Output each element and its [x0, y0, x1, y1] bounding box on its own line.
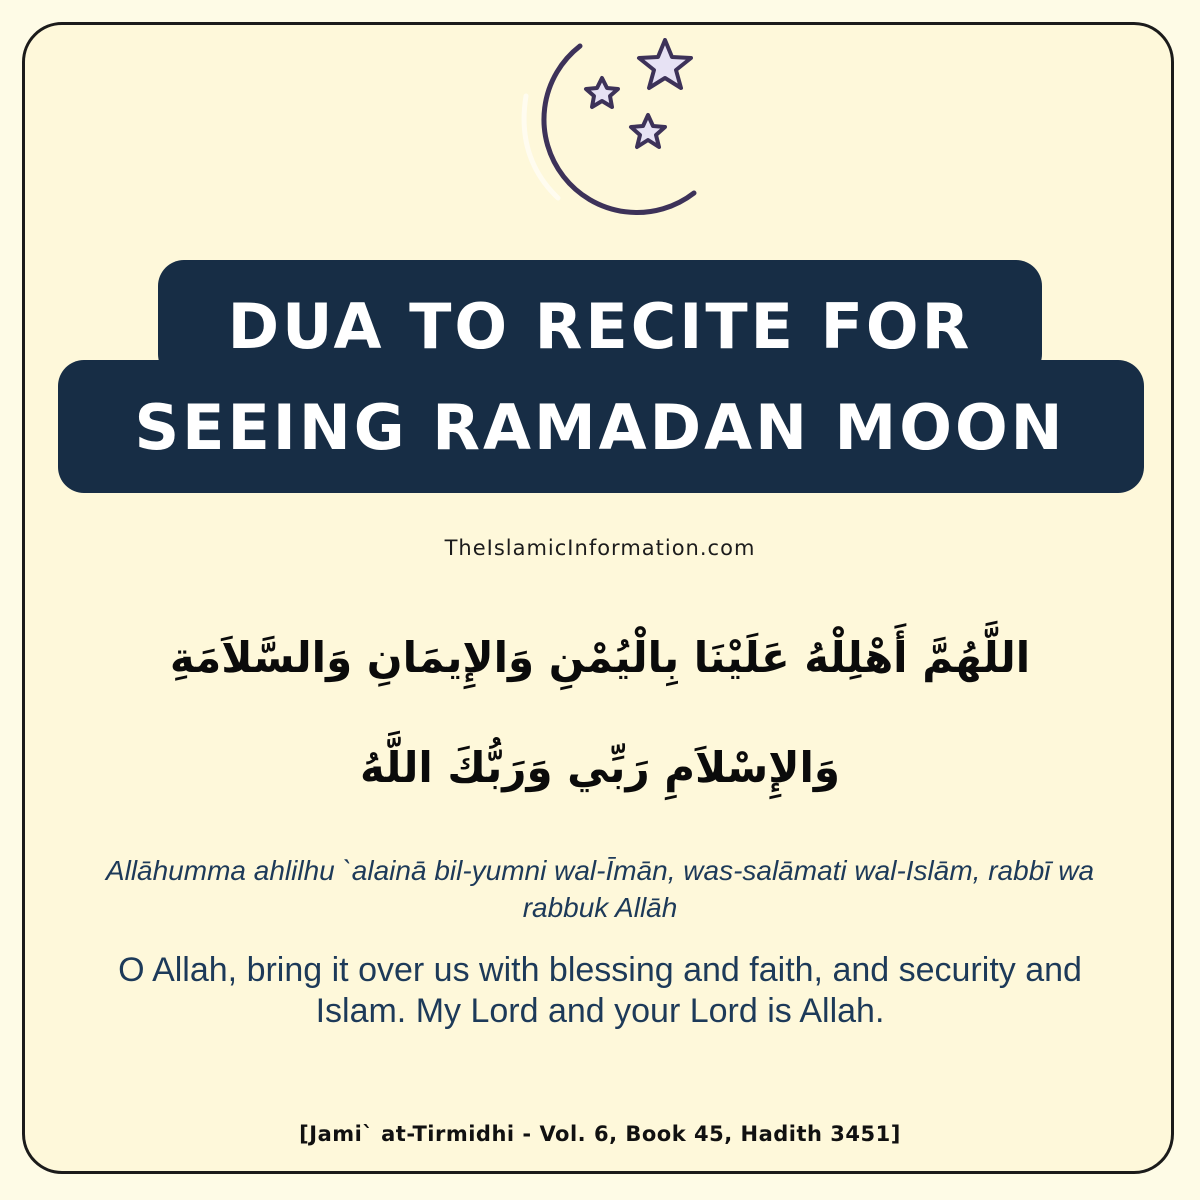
- dua-arabic-line-2: وَالإِسْلاَمِ رَبِّي وَرَبُّكَ اللَّهُ: [359, 743, 840, 792]
- crescent-moon-with-stars-icon: [498, 38, 708, 238]
- dua-transliteration: Allāhumma ahlilhu `alainā bil-yumni wal-Īmān, was-salāmati wal-Islām, rabbī wa rabbuk Allāh: [105, 855, 1095, 923]
- website-url: TheIslamicInformation.com: [444, 536, 756, 560]
- page-title-line-1: DUA TO RECITE FOR: [227, 290, 973, 363]
- page-title-line-2: SEEING RAMADAN MOON: [134, 391, 1066, 464]
- star-icon: [586, 78, 618, 107]
- star-icon: [639, 40, 691, 88]
- star-icon: [631, 115, 665, 147]
- hadith-reference: [Jami` at-Tirmidhi - Vol. 6, Book 45, Hadith 3451]: [299, 1122, 901, 1146]
- dua-arabic-line-1: اللَّهُمَّ أَهْلِلْهُ عَلَيْنَا بِالْيُمْنِ وَالإِيمَانِ وَالسَّلاَمَةِ: [169, 633, 1031, 682]
- dua-translation: O Allah, bring it over us with blessing and faith, and security and Islam. My Lord and your Lord is Allah.: [118, 951, 1082, 1030]
